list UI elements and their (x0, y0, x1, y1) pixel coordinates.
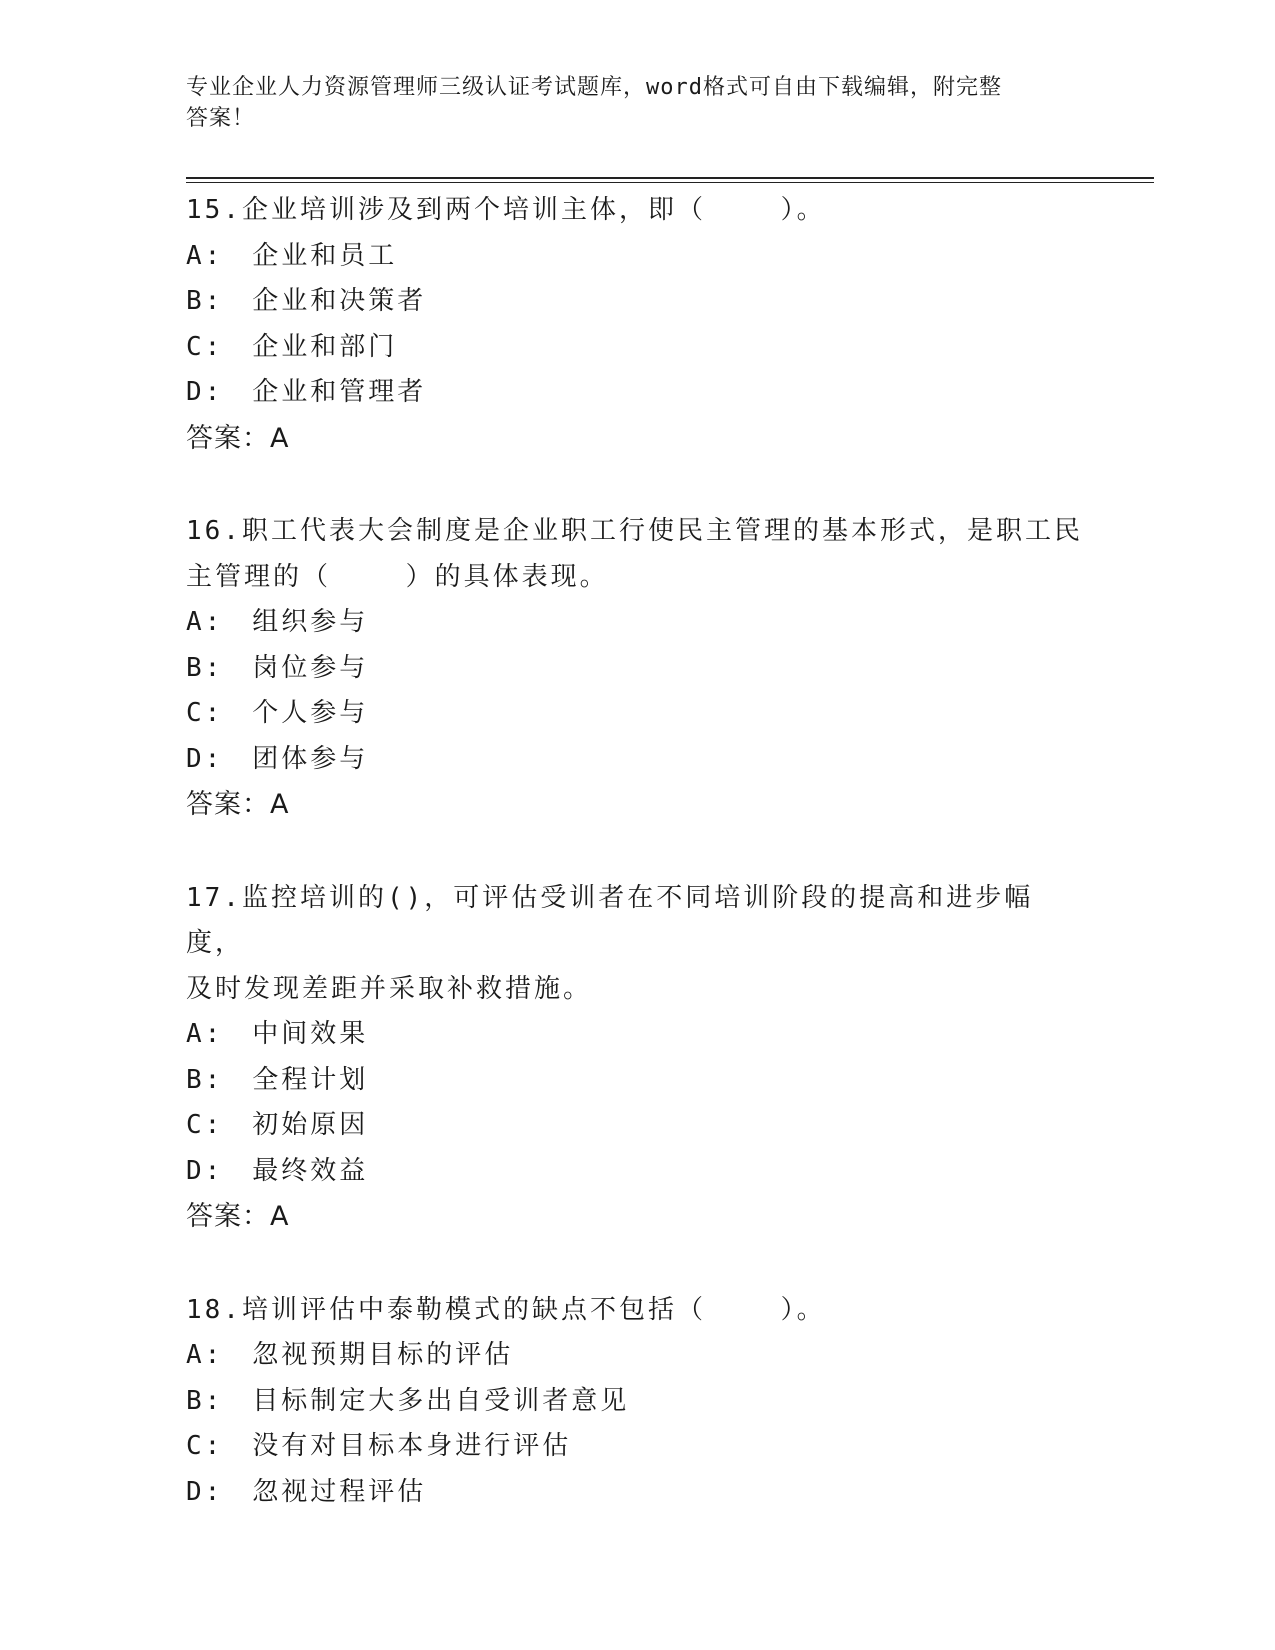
header-rule-thin (186, 182, 1154, 183)
option-b: B: 岗位参与 (186, 652, 369, 683)
question-list (186, 188, 1086, 1563)
option-a: A: 中间效果 (186, 1019, 369, 1049)
question-16 (186, 509, 1086, 828)
option-b: B: 企业和决策者 (186, 286, 427, 316)
question-text: 17.监控培训的()，可评估受训者在不同培训阶段的提高和进步幅度， (186, 882, 1034, 958)
question-text: 16.职工代表大会制度是企业职工行使民主管理的基本形式，是职工民 (186, 516, 1083, 546)
option-c: C: 没有对目标本身进行评估 (186, 1431, 572, 1461)
header-line-2: 答案！ (186, 106, 256, 131)
option-d: D: 忽视过程评估 (186, 1476, 427, 1507)
header-rule-thick (186, 177, 1154, 179)
question-text-cont: 主管理的（ ）的具体表现。 (186, 561, 609, 592)
question-18 (186, 1288, 1086, 1516)
option-b: B: 目标制定大多出自受训者意见 (186, 1385, 630, 1416)
option-a: A: 组织参与 (186, 607, 369, 637)
answer-label: 答案：A (186, 789, 290, 820)
option-c: C: 企业和部门 (186, 331, 398, 362)
option-c: C: 个人参与 (186, 698, 369, 728)
option-b: B: 全程计划 (186, 1064, 369, 1095)
header-line-1: 专业企业人力资源管理师三级认证考试题库，word格式可自由下载编辑，附完整 (186, 75, 1002, 100)
question-15 (186, 188, 1086, 461)
option-d: D: 团体参与 (186, 743, 369, 774)
option-d: D: 最终效益 (186, 1155, 369, 1186)
answer-label: 答案：A (186, 422, 290, 454)
answer-label: 答案：A (186, 1201, 290, 1232)
option-a: A: 忽视预期目标的评估 (186, 1340, 514, 1370)
option-d: D: 企业和管理者 (186, 377, 427, 407)
question-text: 15.企业培训涉及到两个培训主体，即（ ）。 (186, 195, 826, 225)
option-c: C: 初始原因 (186, 1110, 369, 1140)
question-17 (186, 876, 1086, 1240)
option-a: A: 企业和员工 (186, 240, 398, 271)
question-text: 18.培训评估中泰勒模式的缺点不包括（ ）。 (186, 1294, 826, 1325)
question-text-cont: 及时发现差距并采取补救措施。 (186, 973, 593, 1004)
document-header (186, 72, 1066, 134)
